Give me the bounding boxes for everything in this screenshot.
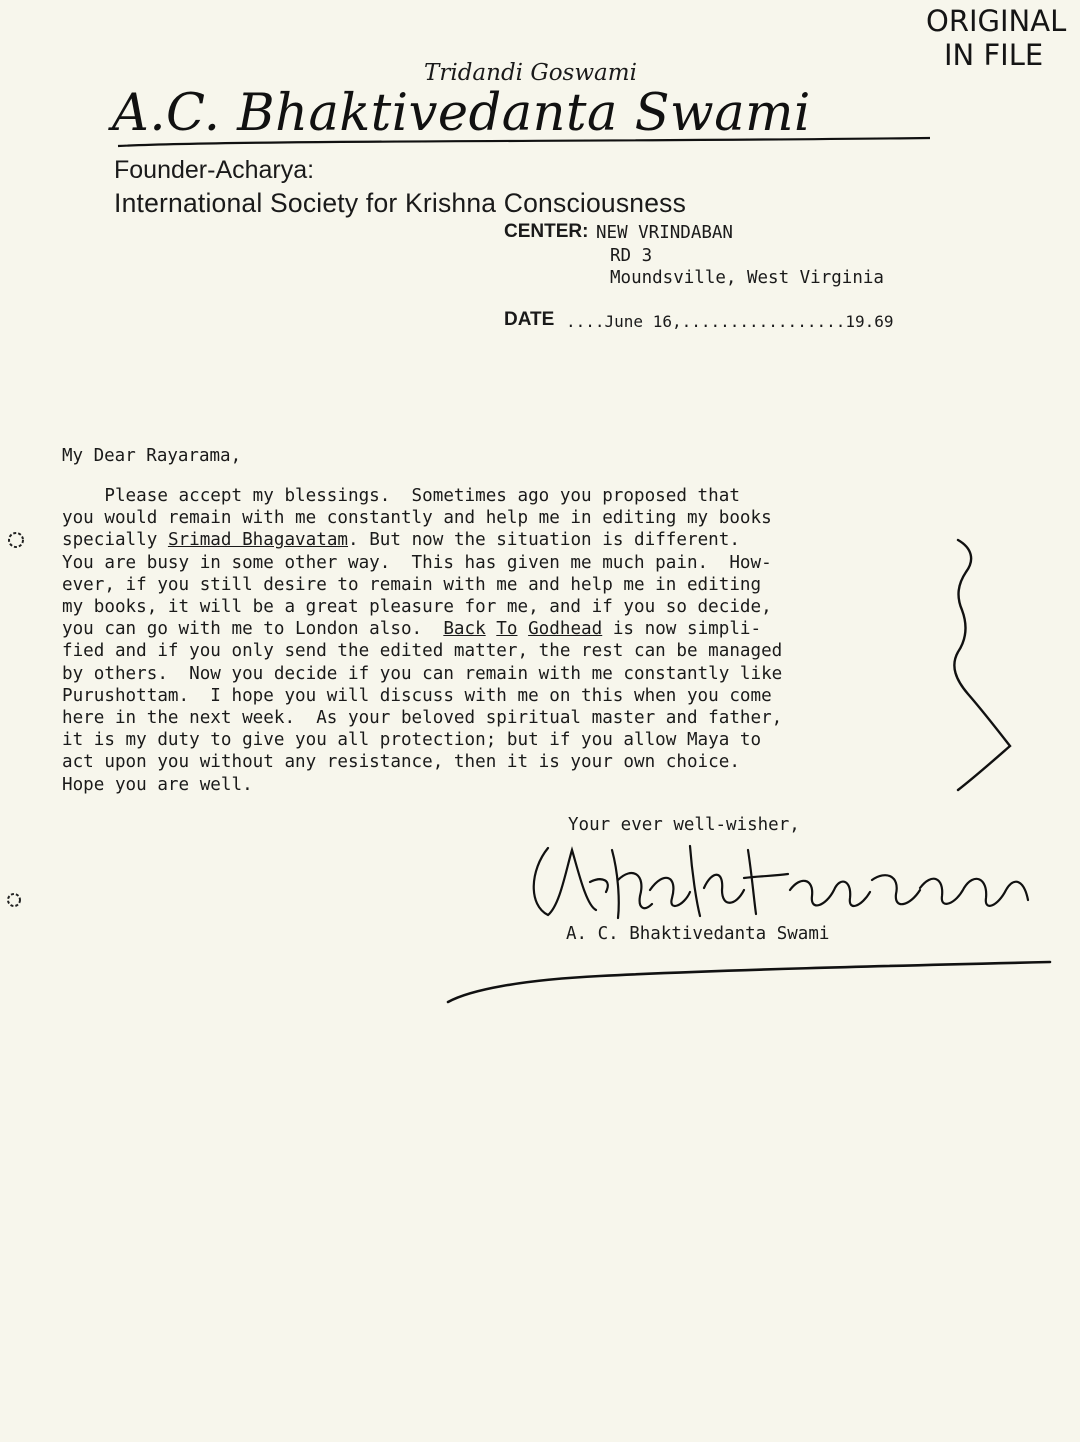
stamp-line-2: IN FILE xyxy=(944,38,1044,72)
date-year-prefix: 19 xyxy=(845,312,865,331)
letterhead-role: Founder-Acharya: xyxy=(114,156,315,184)
magazine-title-back: Back xyxy=(443,619,486,640)
closing: Your ever well-wisher, xyxy=(568,815,800,835)
center-label: CENTER: xyxy=(504,221,589,242)
body-line-11: here in the next week. As your beloved spiritual master and father, xyxy=(62,708,783,729)
body-line-5: ever, if you still desire to remain with me and help me in editing xyxy=(62,574,762,595)
body-line-4: You are busy in some other way. This has given me much pain. How- xyxy=(62,552,772,573)
handwritten-signature xyxy=(534,846,1028,918)
body-line-9: by others. Now you decide if you can remain with me constantly like xyxy=(62,663,783,684)
salutation: My Dear Rayarama, xyxy=(62,446,242,466)
date-label: DATE xyxy=(504,309,555,330)
center-line-2: RD 3 xyxy=(610,246,653,266)
body-line-7: you can go with me to London also. Back To Godhead is now simpli- xyxy=(62,619,762,640)
date-value: June 16, xyxy=(604,312,682,331)
magazine-title-godhead: Godhead xyxy=(528,619,603,640)
body-line-10: Purushottam. I hope you will discuss with me on this when you come xyxy=(62,685,772,706)
letterhead-flourish xyxy=(118,138,930,146)
body-line-6: my books, it will be a great pleasure for me, and if you so decide, xyxy=(62,597,772,618)
magazine-title-to: To xyxy=(496,619,518,640)
date-year-suffix: 69 xyxy=(874,312,894,331)
date-line: ....June 16,.................19.69 xyxy=(566,312,894,331)
center-line-3: Moundsville, West Virginia xyxy=(610,268,884,288)
letterhead-organization: International Society for Krishna Consciousness xyxy=(114,188,687,218)
signature-underline xyxy=(448,962,1050,1002)
body-line-12: it is my duty to give you all protection; but if you allow Maya to xyxy=(62,730,762,751)
margin-bracket-mark xyxy=(954,540,1010,790)
body-line-2: you would remain with me constantly and help me in editing my books xyxy=(62,508,772,529)
letterhead-name: A.C. Bhaktivedanta Swami xyxy=(112,84,811,143)
punch-mark-bottom xyxy=(8,894,20,906)
body-line-8: fied and if you only send the edited matter, the rest can be managed xyxy=(62,641,783,662)
signer-name: A. C. Bhaktivedanta Swami xyxy=(566,924,830,944)
center-line-1: NEW VRINDABAN xyxy=(596,223,733,243)
body-line-14: Hope you are well. xyxy=(62,774,253,795)
punch-mark-top xyxy=(9,533,23,547)
body-line-3: specially Srimad Bhagavatam. But now the situation is different. xyxy=(62,530,740,551)
letterhead-title-prefix: Tridandi Goswami xyxy=(424,60,637,86)
body-line-13: act upon you without any resistance, then it is your own choice. xyxy=(62,752,740,773)
book-title-srimad-bhagavatam: Srimad Bhagavatam xyxy=(167,530,349,551)
stamp-line-1: ORIGINAL xyxy=(926,4,1067,38)
body-line-1: Please accept my blessings. Sometimes ago you proposed that xyxy=(62,486,740,506)
